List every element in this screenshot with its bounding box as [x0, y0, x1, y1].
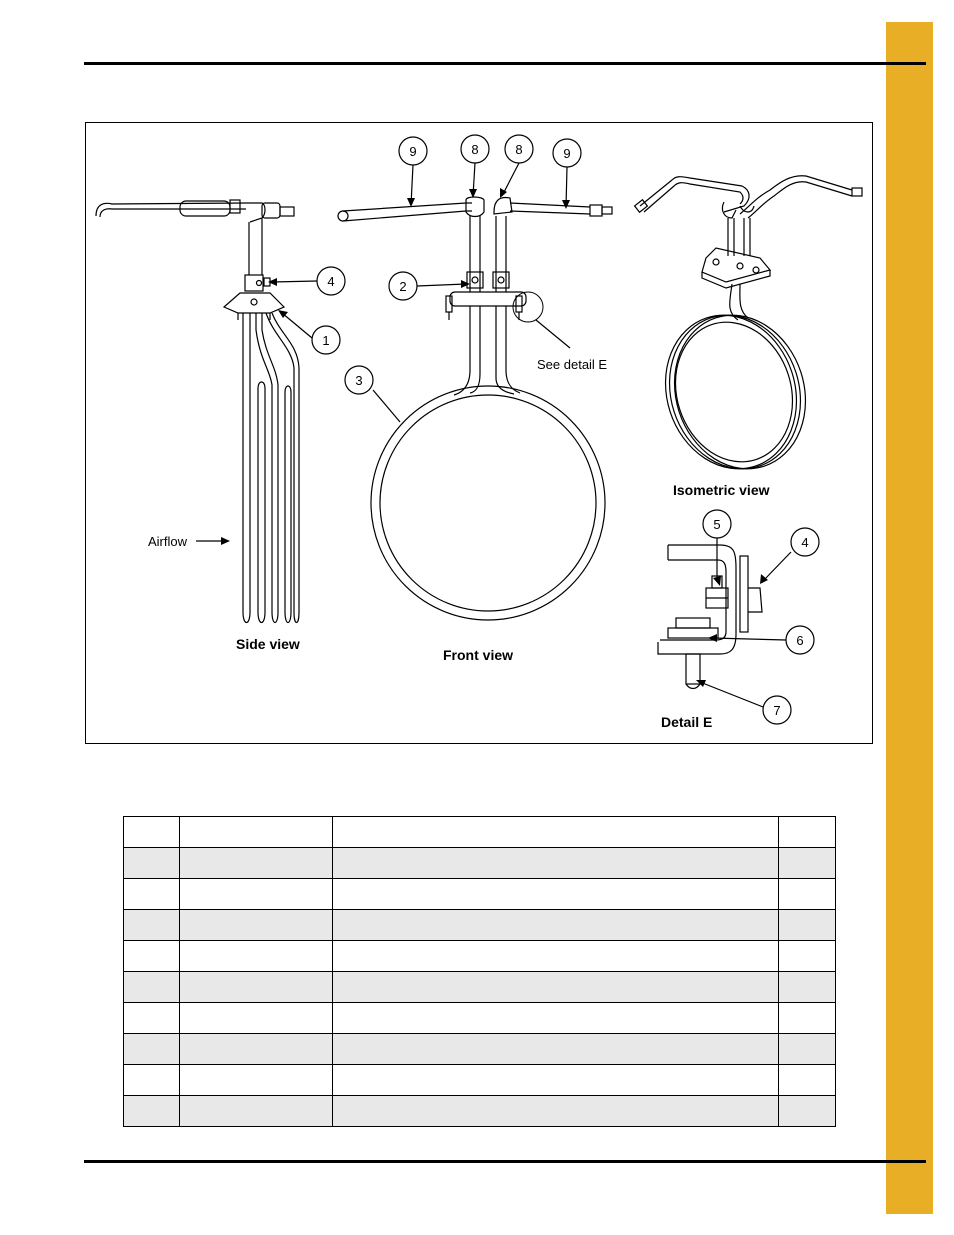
callout-number: 7: [773, 703, 781, 718]
table-row: [124, 848, 836, 879]
callout-number: 6: [796, 633, 804, 648]
table-cell: [779, 972, 836, 1003]
callout-number: 2: [399, 279, 407, 294]
callout-number: 1: [322, 333, 330, 348]
table-cell: [779, 879, 836, 910]
table-cell: [180, 1096, 333, 1127]
table-cell: [124, 848, 180, 879]
table-cell: [333, 1065, 779, 1096]
table-cell: [333, 1096, 779, 1127]
table-cell: [124, 879, 180, 910]
table-cell: [124, 972, 180, 1003]
side-view-title: Side view: [236, 636, 300, 652]
table-cell: [333, 879, 779, 910]
callout-number: 4: [327, 274, 335, 289]
table-cell: [180, 817, 333, 848]
table-cell: [333, 848, 779, 879]
detail-e-drawing: [658, 545, 762, 689]
table-row: [124, 941, 836, 972]
table-cell: [124, 1003, 180, 1034]
table-cell: [180, 848, 333, 879]
table-row: [124, 1065, 836, 1096]
table-cell: [124, 1096, 180, 1127]
table-cell: [124, 1034, 180, 1065]
detail-e-title: Detail E: [661, 714, 713, 730]
table-cell: [180, 972, 333, 1003]
table-header-row: [124, 817, 836, 848]
table-cell: [124, 941, 180, 972]
table-row: [124, 1096, 836, 1127]
callout-number: 9: [563, 146, 571, 161]
table-cell: [779, 1003, 836, 1034]
front-view-drawing: [338, 197, 612, 620]
front-view-title: Front view: [443, 647, 514, 663]
callout-number: 3: [355, 373, 363, 388]
callout-number: 4: [801, 535, 809, 550]
table-cell: [779, 1065, 836, 1096]
callout-circles: [312, 135, 819, 724]
table-row: [124, 1003, 836, 1034]
table-cell: [180, 1034, 333, 1065]
table-cell: [333, 1003, 779, 1034]
table-row: [124, 910, 836, 941]
table-row: [124, 972, 836, 1003]
table-cell: [779, 817, 836, 848]
see-detail-label: See detail E: [537, 357, 608, 372]
callout-number: 8: [471, 142, 479, 157]
table-cell: [779, 1034, 836, 1065]
table-cell: [333, 910, 779, 941]
table-cell: [333, 972, 779, 1003]
airflow-label: Airflow: [148, 534, 188, 549]
table-cell: [124, 1065, 180, 1096]
arrowheads: [221, 188, 768, 687]
isometric-view-drawing: [635, 176, 862, 486]
table-cell: [779, 848, 836, 879]
table-cell: [180, 879, 333, 910]
callout-number: 8: [515, 142, 523, 157]
table-cell: [180, 1003, 333, 1034]
table-cell: [779, 910, 836, 941]
table-cell: [180, 1065, 333, 1096]
table-row: [124, 879, 836, 910]
table-row: [124, 1034, 836, 1065]
table-cell: [124, 910, 180, 941]
table-cell: [180, 910, 333, 941]
table-cell: [333, 817, 779, 848]
table-cell: [779, 941, 836, 972]
callout-number: 9: [409, 144, 417, 159]
parts-table: [123, 816, 836, 1127]
side-view-drawing: [96, 200, 299, 623]
isometric-view-title: Isometric view: [673, 482, 770, 498]
callout-number: 5: [713, 517, 721, 532]
table-cell: [333, 1034, 779, 1065]
table-cell: [333, 941, 779, 972]
table-cell: [124, 817, 180, 848]
table-cell: [779, 1096, 836, 1127]
table-cell: [180, 941, 333, 972]
